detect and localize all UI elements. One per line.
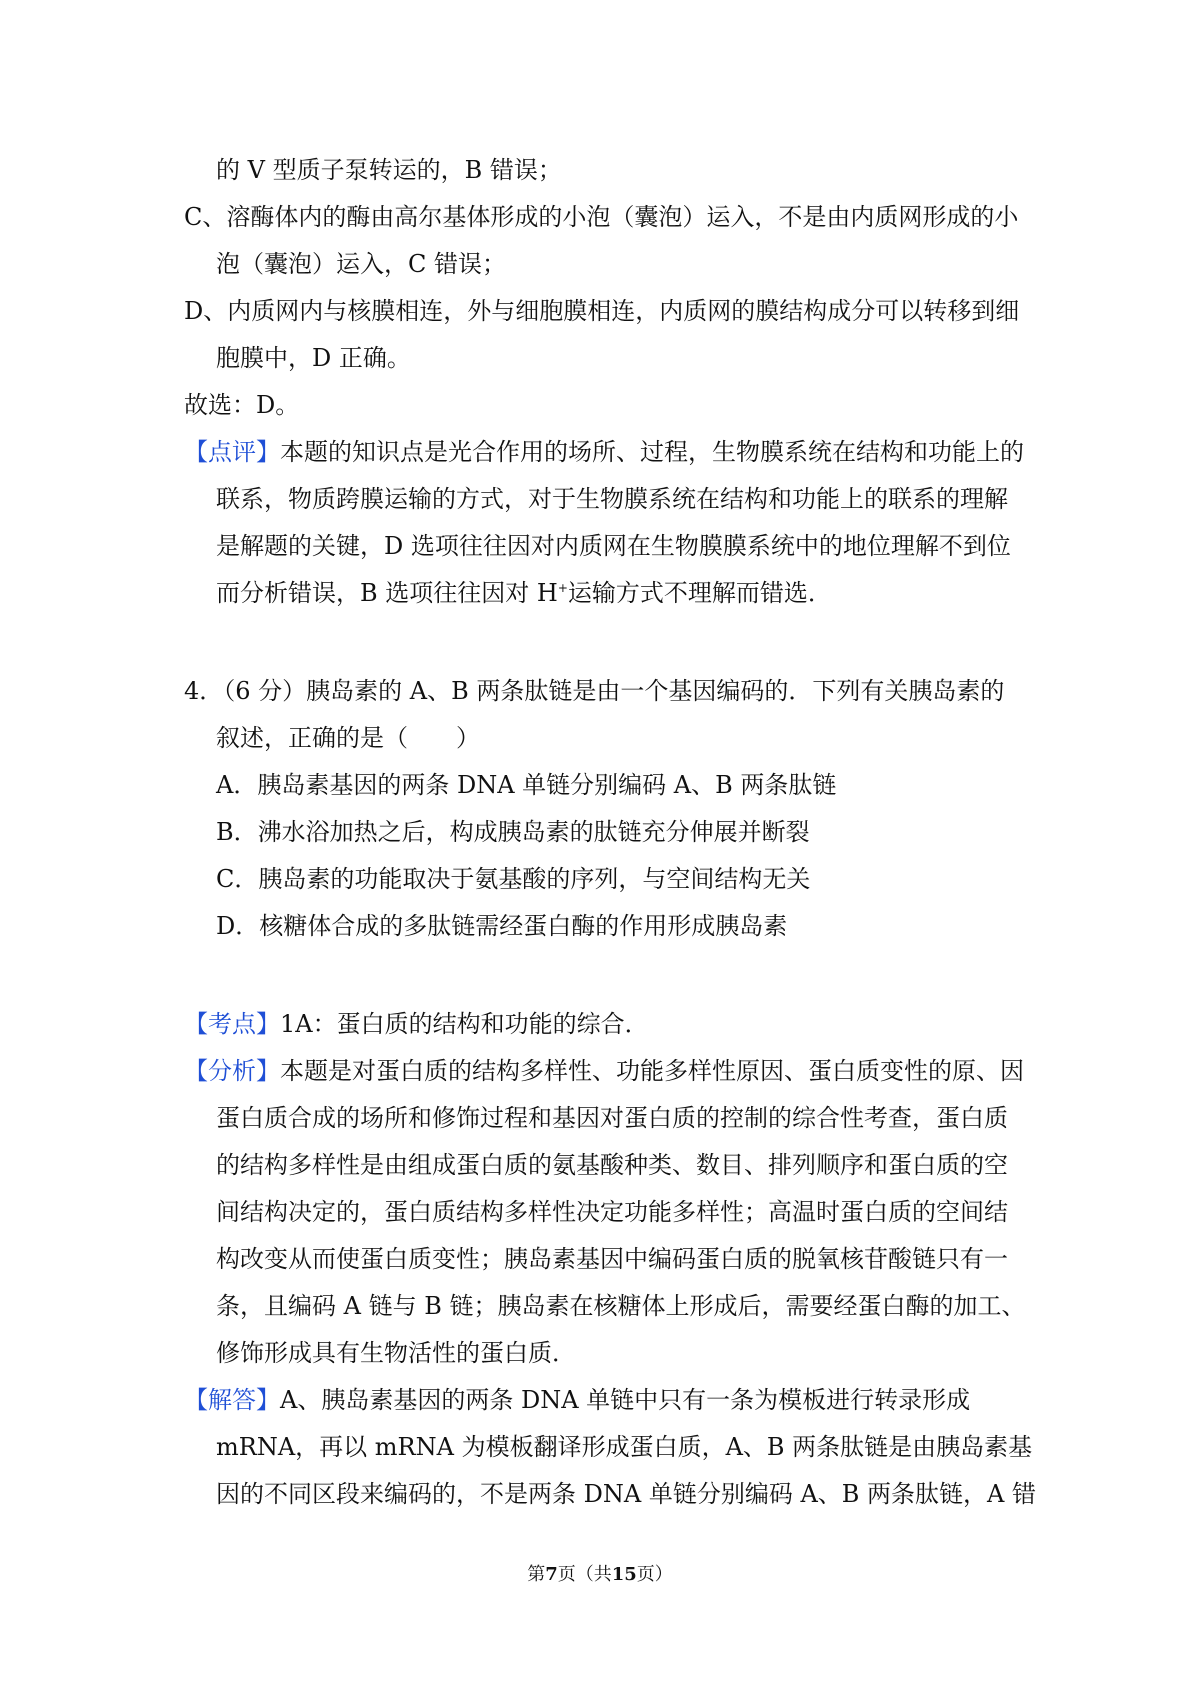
question4-stem-line1: 4．（6 分）胰岛素的 A、B 两条肽链是由一个基因编码的．下列有关胰岛素的 [184, 677, 1005, 705]
footer-page-number: 7 [545, 1564, 558, 1585]
comment-line1 [184, 437, 1024, 467]
fenxi-line4: 间结构决定的，蛋白质结构多样性决定功能多样性；高温时蛋白质的空间结 [216, 1198, 1008, 1226]
fenxi-line3: 的结构多样性是由组成蛋白质的氨基酸种类、数目、排列顺序和蛋白质的空 [216, 1151, 1008, 1179]
comment-tag: 【点评】 [184, 438, 280, 466]
fenxi-line7: 修饰形成具有生物活性的蛋白质． [216, 1339, 576, 1367]
comment-text-1: 本题的知识点是光合作用的场所、过程，生物膜系统在结构和功能上的 [280, 438, 1024, 466]
answer-d-line2: 胞膜中，D 正确。 [216, 344, 411, 372]
question4-stem-line2: 叙述，正确的是（ ） [216, 724, 480, 752]
question4-option-b: B．沸水浴加热之后，构成胰岛素的肽链充分伸展并断裂 [216, 818, 810, 846]
comment-line3: 是解题的关键，D 选项往往因对内质网在生物膜膜系统中的地位理解不到位 [216, 532, 1011, 560]
jieda-tag: 【解答】 [184, 1386, 280, 1414]
comment-line4-post: 运输方式不理解而错选． [567, 579, 832, 607]
fenxi-line6: 条，且编码 A 链与 B 链；胰岛素在核糖体上形成后，需要经蛋白酶的加工、 [216, 1292, 1026, 1320]
footer-pre: 第 [527, 1564, 546, 1585]
answer-c-line2: 泡（囊泡）运入，C 错误； [216, 250, 506, 278]
comment-line4 [216, 578, 832, 608]
answer-b-tail: 的 V 型质子泵转运的，B 错误； [216, 156, 562, 184]
comment-line4-pre: 而分析错误，B 选项往往因对 H [216, 579, 558, 607]
fenxi-line2: 蛋白质合成的场所和修饰过程和基因对蛋白质的控制的综合性考查，蛋白质 [216, 1104, 1008, 1132]
kaodian-text: 1A：蛋白质的结构和功能的综合． [280, 1010, 649, 1038]
jieda-line3: 因的不同区段来编码的，不是两条 DNA 单链分别编码 A、B 两条肽链，A 错 [216, 1480, 1037, 1508]
answer-d-line1: D、内质网内与核膜相连，外与细胞膜相连，内质网的膜结构成分可以转移到细 [184, 297, 1020, 325]
comment-line4-sup: + [557, 581, 568, 595]
jieda-line1 [184, 1385, 970, 1415]
kaodian-line [184, 1009, 649, 1039]
footer-mid: 页（共 [557, 1564, 612, 1585]
page-footer [0, 1563, 1200, 1587]
answer-c-line1: C、溶酶体内的酶由高尔基体形成的小泡（囊泡）运入，不是由内质网形成的小 [184, 203, 1019, 231]
footer-total-pages: 15 [611, 1564, 637, 1585]
jieda-text-1: A、胰岛素基因的两条 DNA 单链中只有一条为模板进行转录形成 [280, 1386, 971, 1414]
footer-post: 页） [636, 1564, 673, 1585]
kaodian-tag: 【考点】 [184, 1010, 280, 1038]
fenxi-text-1: 本题是对蛋白质的结构多样性、功能多样性原因、蛋白质变性的原、因 [280, 1057, 1024, 1085]
fenxi-line5: 构改变从而使蛋白质变性；胰岛素基因中编码蛋白质的脱氧核苷酸链只有一 [216, 1245, 1008, 1273]
question4-option-d: D．核糖体合成的多肽链需经蛋白酶的作用形成胰岛素 [216, 912, 788, 940]
question4-option-c: C．胰岛素的功能取决于氨基酸的序列，与空间结构无关 [216, 865, 811, 893]
answer-choice: 故选：D。 [184, 391, 300, 419]
jieda-line2: mRNA，再以 mRNA 为模板翻译形成蛋白质，A、B 两条肽链是由胰岛素基 [216, 1433, 1033, 1461]
fenxi-line1 [184, 1056, 1024, 1086]
fenxi-tag: 【分析】 [184, 1057, 280, 1085]
question4-option-a: A．胰岛素基因的两条 DNA 单链分别编码 A、B 两条肽链 [216, 771, 837, 799]
comment-line2: 联系，物质跨膜运输的方式，对于生物膜系统在结构和功能上的联系的理解 [216, 485, 1008, 513]
